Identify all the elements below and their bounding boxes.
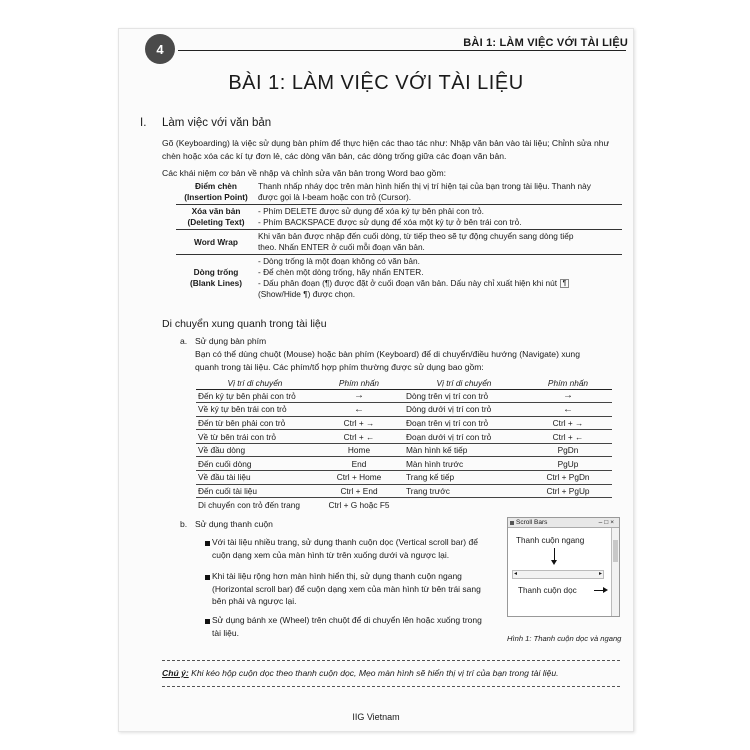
desc-line: - Phím BACKSPACE được sử dụng để xóa một ký tự ở bên trái con trỏ. — [258, 217, 522, 227]
note-text: Khi kéo hộp cuộn dọc theo thanh cuộn dọc, Mẹo màn hình sẽ hiển thị vị trí của bạn trong tài liệu. — [188, 668, 559, 678]
bullet-text — [212, 570, 497, 608]
note-rule — [162, 660, 620, 661]
definition-row — [176, 180, 622, 205]
concepts-intro: Các khái niệm cơ bản về nhập và chỉnh sửa văn bản trong Word bao gồm: — [162, 168, 447, 178]
bullet-text — [212, 614, 497, 639]
table-cell: Về ký tự bên trái con trỏ — [196, 403, 314, 417]
table-cell: Đến ký tự bên phải con trỏ — [196, 389, 314, 403]
bullet-line: Khi tài liệu rộng hơn màn hình hiển thị, sử dụng thanh cuộn ngang — [212, 571, 462, 581]
table-cell: Đến cuối dòng — [196, 457, 314, 471]
navigate-heading: Di chuyển xung quanh trong tài liệu — [162, 318, 327, 330]
column-header: Phím nhấn — [314, 377, 404, 389]
bullet-line: (Horizontal scroll bar) để cuộn dạng xem của màn hình từ bên trái sang — [212, 583, 481, 594]
table-cell: Màn hình kế tiếp — [404, 443, 524, 457]
definition-row — [176, 230, 622, 255]
bullet-line: bên phải và ngược lại. — [212, 596, 297, 606]
page-title: BÀI 1: LÀM VIỆC VỚI TÀI LIỆU — [228, 72, 524, 94]
table-cell: ← — [524, 403, 612, 417]
table-cell: Ctrl + PgUp — [524, 484, 612, 498]
figure-window-titlebar — [508, 518, 619, 528]
table-cell: Trang kế tiếp — [404, 471, 524, 485]
desc-line: Khi văn bản được nhập đến cuối dòng, từ tiếp theo sẽ tự động chuyển sang dòng tiếp — [258, 231, 574, 241]
window-controls-icon: –□× — [598, 519, 616, 526]
column-header: Phím nhấn — [524, 377, 612, 389]
header-rule — [178, 50, 626, 51]
table-cell: Ctrl + End — [314, 484, 404, 498]
bullet-line: tài liệu. — [212, 627, 239, 638]
table-cell: Dòng trên vị trí con trỏ — [404, 389, 524, 403]
arrow-right-icon — [594, 590, 604, 591]
desc-line: Thanh nhấp nháy dọc trên màn hình hiển thị vị trí hiện tại của bạn trong tài liệu. Thanh này — [258, 181, 591, 191]
table-cell: Về từ bên trái con trỏ — [196, 430, 314, 444]
scroll-bars-figure — [507, 517, 620, 617]
definition-term — [176, 255, 256, 302]
intro-paragraph — [162, 137, 620, 162]
table-row — [196, 471, 612, 485]
term-line: (Deleting Text) — [187, 217, 245, 227]
table-cell: Ctrl + Home — [314, 471, 404, 485]
table-cell — [404, 498, 524, 512]
table-row — [196, 457, 612, 471]
paragraph-line: quanh trong tài liệu. Các phím/tổ hợp phím thường được sử dụng bao gồm: — [195, 361, 484, 372]
table-cell: PgUp — [524, 457, 612, 471]
term-line: Điểm chèn — [195, 181, 237, 191]
table-cell: ← — [314, 403, 404, 417]
desc-line-with-icon — [258, 278, 620, 289]
note-rule — [162, 686, 620, 687]
paragraph-line: Bạn có thể dùng chuột (Mouse) hoặc bàn phím (Keyboard) để di chuyển/điều hướng (Navigate) xung — [195, 349, 580, 359]
table-row — [196, 416, 612, 430]
intro-line: Gõ (Keyboarding) là việc sử dụng bàn phím để thực hiện các thao tác như: Nhập văn bản vào tài liệu; Chỉnh sửa như — [162, 138, 610, 148]
table-cell: Trang trước — [404, 484, 524, 498]
table-cell: Ctrl + → — [314, 416, 404, 430]
horizontal-scrollbar — [512, 570, 604, 579]
table-row — [196, 484, 612, 498]
running-title: BÀI 1: LÀM VIỆC VỚI TÀI LIỆU — [463, 37, 628, 49]
item-b-title: Sử dụng thanh cuộn — [195, 519, 273, 529]
desc-line: - Dòng trống là một đoạn không có văn bản. — [258, 256, 420, 266]
table-cell: Ctrl + ← — [524, 430, 612, 444]
table-cell: Đến cuối tài liệu — [196, 484, 314, 498]
footer: IIG Vietnam — [352, 712, 400, 722]
definition-term — [176, 180, 256, 205]
section-title: Làm việc với văn bản — [162, 117, 272, 129]
bullet-line: cuộn dạng xem của màn hình từ trên xuống dưới và ngược lại. — [212, 549, 450, 560]
table-cell: Ctrl + PgDn — [524, 471, 612, 485]
table-cell: End — [314, 457, 404, 471]
arrow-down-icon — [554, 548, 555, 562]
table-cell: Về đầu dòng — [196, 443, 314, 457]
keyboard-navigation-table — [196, 377, 612, 511]
table-row — [196, 403, 612, 417]
definition-term — [176, 205, 256, 230]
bullet-marker — [205, 619, 210, 624]
table-cell: Đến từ bên phải con trỏ — [196, 416, 314, 430]
desc-line: theo. Nhấn ENTER ở cuối mỗi đoạn văn bản. — [258, 242, 425, 252]
table-row — [196, 498, 612, 512]
note-label: Chú ý: — [162, 668, 189, 678]
term-line: (Blank Lines) — [189, 278, 243, 288]
table-row — [196, 389, 612, 403]
term-line: Word Wrap — [194, 236, 238, 247]
bullet-line: Với tài liệu nhiều trang, sử dụng thanh cuộn dọc (Vertical scroll bar) để — [212, 537, 478, 547]
table-row — [196, 443, 612, 457]
table-cell: PgDn — [524, 443, 612, 457]
definition-row — [176, 205, 622, 230]
bullet-marker — [205, 575, 210, 580]
bullet-text — [212, 536, 497, 561]
table-cell: Màn hình trước — [404, 457, 524, 471]
vertical-scroll-thumb — [613, 540, 618, 562]
vertical-scrollbar — [611, 528, 619, 616]
desc-line: (Show/Hide ¶) được chọn. — [258, 289, 356, 299]
term-line: Dòng trống — [193, 267, 239, 277]
item-a-title: Sử dụng bàn phím — [195, 336, 267, 346]
term-line: (Insertion Point) — [184, 192, 248, 202]
desc-line: - Phím DELETE được sử dụng để xóa ký tự bên phải con trỏ. — [258, 206, 484, 216]
definition-desc — [256, 180, 622, 205]
table-cell: → — [314, 389, 404, 403]
scroll-right-icon: ▸ — [598, 571, 602, 577]
desc-line: được gọi là I-beam hoặc con trỏ (Cursor). — [258, 192, 412, 202]
window-app-icon — [510, 521, 514, 525]
table-cell: → — [524, 389, 612, 403]
table-row — [196, 430, 612, 444]
label-horizontal-bar: Thanh cuộn ngang — [516, 536, 585, 545]
bullet-marker — [205, 541, 210, 546]
table-header-row — [196, 377, 612, 389]
desc-line: - Dấu phân đoạn (¶) được đặt ở cuối đoạn văn bản. Dấu này chỉ xuất hiện khi nút — [258, 278, 558, 288]
desc-line: - Để chèn một dòng trống, hãy nhấn ENTER. — [258, 267, 424, 277]
figure-caption: Hình 1: Thanh cuộn dọc và ngang — [507, 634, 622, 643]
column-header: Vị trí di chuyển — [196, 377, 314, 389]
definition-desc — [256, 230, 622, 255]
column-header: Vị trí di chuyển — [404, 377, 524, 389]
definition-desc — [256, 205, 622, 230]
note — [162, 668, 620, 678]
term-line: Xóa văn bản — [191, 206, 241, 216]
table-cell — [524, 498, 612, 512]
table-cell: Ctrl + ← — [314, 430, 404, 444]
bullet-line: Sử dụng bánh xe (Wheel) trên chuột để di chuyển lên hoặc xuống trong — [212, 615, 482, 625]
section-number: I. — [140, 117, 147, 129]
item-b-label: b. — [180, 519, 188, 529]
scroll-left-icon: ◂ — [514, 571, 518, 577]
figure-window-title: Scroll Bars — [516, 519, 548, 526]
table-cell: Dòng dưới vị trí con trỏ — [404, 403, 524, 417]
intro-line: chèn hoặc xóa các kí tự đơn lẻ, các dòng văn bản, các dòng trống giữa các đoạn văn bản. — [162, 150, 507, 161]
page-number: 4 — [156, 41, 164, 57]
page-number-badge — [145, 34, 175, 64]
definition-row — [176, 255, 622, 302]
definitions-table — [176, 180, 622, 301]
table-cell: Home — [314, 443, 404, 457]
label-vertical-bar: Thanh cuộn dọc — [518, 586, 577, 595]
item-a-label: a. — [180, 336, 188, 346]
table-cell: Đoạn dưới vị trí con trỏ — [404, 430, 524, 444]
table-cell: Đoạn trên vị trí con trỏ — [404, 416, 524, 430]
definition-desc — [256, 255, 622, 302]
definition-term — [176, 230, 256, 255]
table-cell: Ctrl + → — [524, 416, 612, 430]
item-a-paragraph — [195, 348, 615, 373]
table-cell: Di chuyển con trỏ đến trang — [198, 499, 300, 510]
show-hide-pilcrow-icon: ¶ — [560, 279, 569, 288]
table-cell: Về đầu tài liệu — [196, 471, 314, 485]
table-cell: Ctrl + G hoặc F5 — [328, 499, 390, 510]
